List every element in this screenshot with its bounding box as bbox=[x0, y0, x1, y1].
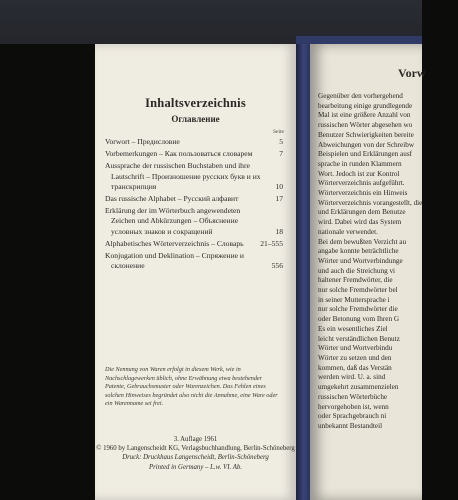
table-of-contents bbox=[105, 130, 283, 273]
toc-entry-page: 21–555 bbox=[260, 238, 283, 248]
preface-line: kommen, daß das Verstän bbox=[318, 363, 392, 372]
preface-line: Wörterverzeichnis aufgeführt. bbox=[318, 179, 405, 188]
toc-entry-page: 17 bbox=[275, 194, 283, 204]
book-spine bbox=[296, 44, 310, 500]
toc-entry-page: 556 bbox=[271, 261, 283, 271]
copyright-line: © 1960 by Langenscheidt KG, Verlagsbuchhandlung, Berlin-Schöneberg bbox=[96, 445, 295, 453]
toc-entry-page: 18 bbox=[275, 226, 283, 236]
toc-entry bbox=[105, 239, 283, 249]
toc-entry bbox=[105, 251, 283, 271]
preface-line: Beispielen und Erklärungen ausf bbox=[318, 150, 413, 159]
preface-line: werden wird. U. a. sind bbox=[318, 373, 386, 382]
preface-line: Bei dem bewußten Verzicht au bbox=[318, 237, 407, 246]
toc-entry bbox=[105, 149, 283, 159]
toc-entry-text: Erklärung der im Wörterbuch angewendeten Zeichen und Abkürzungen – Объяснение условных знаков и сокращений bbox=[105, 206, 241, 236]
page-subtitle: Оглавление bbox=[171, 114, 220, 124]
preface-line: Wörter zu setzen und den bbox=[318, 353, 392, 362]
printer-line: Druck: Druckhaus Langenscheidt, Berlin-Schöneberg bbox=[122, 454, 269, 462]
toc-entry bbox=[105, 206, 283, 237]
preface-line: und Erklärungen dem Benutze bbox=[318, 208, 406, 217]
preface-line: nur solche Fremdwörter bel bbox=[318, 286, 398, 295]
page-column-label: Seite bbox=[273, 129, 284, 135]
preface-line: russischen Wörter abgesehen wo bbox=[318, 121, 413, 130]
preface-line: angabe konnte beträchtliche bbox=[318, 247, 399, 256]
preface-line: Benutzer Schwierigkeiten bereite bbox=[318, 130, 414, 139]
toc-entry-page: 7 bbox=[279, 149, 283, 159]
trademark-disclaimer: Die Nennung von Waren erfolgt in diesem Werk, wie in Nachschlagewerken üblich, ohne Erwähnung etwa bestehender Patente, Gebrauchsmuster oder Warenzeichen. Das Fehlen eines solchen Hinweises begründet also nicht die Annahme, eine Ware oder ein Warenname sei frei. bbox=[105, 366, 278, 407]
toc-entry-text: Vorwort – Предисловие bbox=[105, 137, 180, 146]
preface-line: Wörter und Wortverbindu bbox=[318, 344, 393, 353]
preface-line: leicht verständlichen Benutz bbox=[318, 334, 400, 343]
preface-line: Es ein wesentliches Ziel bbox=[318, 324, 388, 333]
toc-entry-text: Alphabetisches Wörterverzeichnis – Словарь bbox=[105, 238, 244, 248]
preface-line: Abweichungen von der Schreibw bbox=[318, 140, 415, 149]
toc-entry-text: Vorbemerkungen – Как пользоваться словарем bbox=[105, 149, 253, 159]
preface-line: unbekannt Bestandteil bbox=[318, 421, 383, 430]
left-page bbox=[95, 44, 296, 500]
preface-line: Wörter und Wortverbindunge bbox=[318, 256, 403, 265]
toc-entry-text: Aussprache der russischen Buchstaben und ihre Lautschrift – Произношение русских букв и их транскрипция bbox=[105, 161, 261, 191]
preface-line: russischen Wörterbüche bbox=[318, 392, 388, 401]
toc-entry-page: 5 bbox=[279, 137, 283, 146]
preface-line: oder Betonung vom Ihren G bbox=[318, 315, 400, 324]
preface-line: sprache in runden Klammern bbox=[318, 159, 402, 168]
preface-line: oder Sprachgebrauch ni bbox=[318, 412, 387, 421]
imprint bbox=[95, 435, 296, 472]
preface-line: haltener Fremdwörter, die bbox=[318, 276, 393, 285]
printed-in-line: Printed in Germany – L.w. VI. Ab. bbox=[148, 463, 242, 471]
preface-line: Mal ist eine größere Anzahl von bbox=[318, 111, 411, 120]
preface-text bbox=[318, 92, 458, 432]
page-title: Inhaltsverzeichnis bbox=[145, 96, 246, 110]
preface-line: wird. Dabei wird das System bbox=[318, 218, 402, 227]
toc-entry-page: 10 bbox=[275, 181, 283, 191]
preface-line: Gegenüber den vorhergehend bbox=[318, 92, 403, 100]
preface-line: in seiner Muttersprache i bbox=[318, 295, 390, 304]
preface-heading: Vorw bbox=[398, 66, 426, 80]
preface-line: Wort. Jedoch ist zur Kontrol bbox=[318, 169, 400, 178]
preface-line: und auch die Streichung vi bbox=[318, 266, 396, 275]
toc-entry-text: Konjugation und Deklination – Спряжение и склонение bbox=[105, 251, 244, 271]
toc-entry bbox=[105, 137, 283, 147]
right-page bbox=[310, 44, 426, 500]
preface-line: umgekehrt zusammenzielen bbox=[318, 383, 399, 392]
toc-entry bbox=[105, 194, 283, 204]
preface-line: nationale verwendet. bbox=[318, 227, 378, 236]
preface-line: bearbeitung einige grundlegende bbox=[318, 101, 413, 110]
toc-entry bbox=[105, 161, 283, 192]
preface-line: Wörterverzeichnis vorangestellt, die bbox=[318, 198, 423, 207]
preface-line: nur solche Fremdwörter die bbox=[318, 305, 398, 314]
edition-line: 3. Auflage 1961 bbox=[173, 436, 218, 443]
preface-line: Wörterverzeichnis ein Hinweis bbox=[318, 189, 408, 198]
preface-line: hervorgehoben ist, wenn bbox=[318, 402, 389, 411]
toc-entry-text: Das russische Alphabet – Русский алфавит bbox=[105, 194, 239, 204]
